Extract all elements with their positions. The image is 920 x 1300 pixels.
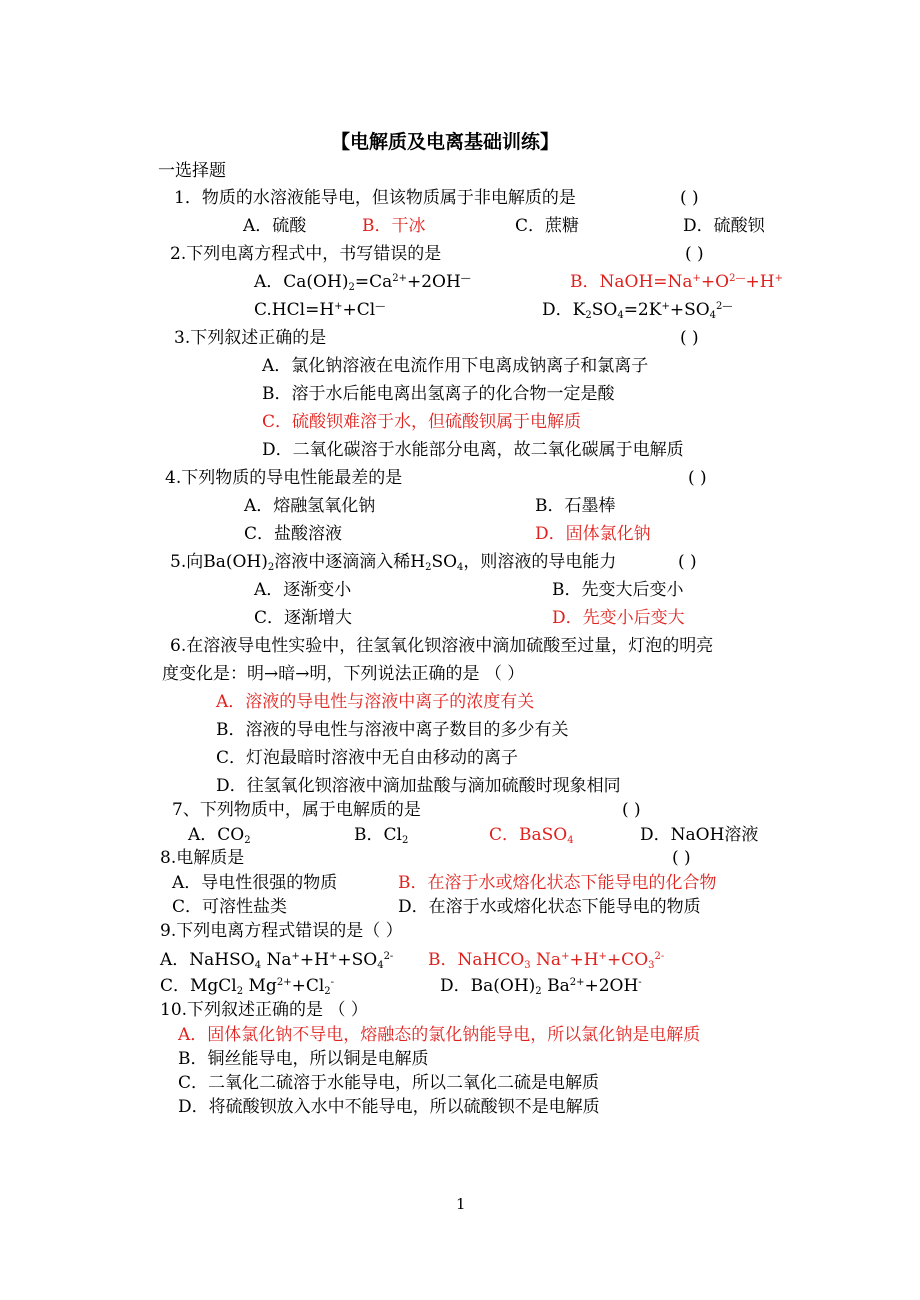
question-stem: 2.下列电离方程式中，书写错误的是 xyxy=(170,244,442,264)
question-stem: 10.下列叙述正确的是 （ ） xyxy=(160,1000,368,1020)
option-a: A．熔融氢氧化钠 xyxy=(244,496,376,516)
option-d: D．NaOH溶液 xyxy=(640,825,759,845)
option-d: D．往氢氧化钡溶液中滴加盐酸与滴加硫酸时现象相同 xyxy=(216,776,621,796)
option-b-answer: B．$NaOH=Na^++O^{2—}+H^+$ xyxy=(570,272,783,292)
option-c-answer: C．硫酸钡难溶于水，但硫酸钡属于电解质 xyxy=(262,412,582,432)
option-a: A．$Ca(OH)_2=Ca^{2+}+2OH^—$ xyxy=(254,272,471,293)
option-d-answer: D．固体氯化钠 xyxy=(535,524,651,544)
option-a: A．$CO_2$ xyxy=(188,825,251,846)
option-c: C．盐酸溶液 xyxy=(244,524,343,544)
question-stem-line-1: 6.在溶液导电性实验中，往氢氧化钡溶液中滴加硫酸至过量，灯泡的明亮 xyxy=(170,636,714,656)
option-c: C．MgCl$_2$ $Mg^{2+}+Cl_2^-$ xyxy=(160,976,335,997)
option-a: A．逐渐变小 xyxy=(254,580,352,600)
option-c: C．二氧化二硫溶于水能导电，所以二氧化二硫是电解质 xyxy=(178,1073,600,1093)
answer-paren: ( ) xyxy=(688,468,707,488)
option-b: B．铜丝能导电，所以铜是电解质 xyxy=(178,1049,429,1069)
option-b-answer: B．NaHCO$_3$ $Na^++H^++CO_3^{2-}$ xyxy=(428,950,665,971)
option-c: C．逐渐增大 xyxy=(254,608,353,628)
option-a: A．硫酸 xyxy=(243,216,307,236)
option-d: D．在溶于水或熔化状态下能导电的物质 xyxy=(398,897,701,917)
question-stem: 8.电解质是 xyxy=(160,848,245,868)
option-a: A．导电性很强的物质 xyxy=(172,873,338,893)
answer-paren: ( ) xyxy=(622,800,641,820)
option-a: A．氯化钠溶液在电流作用下电离成钠离子和氯离子 xyxy=(262,356,649,376)
page-number: 1 xyxy=(456,1195,466,1213)
page-title: 【电解质及电离基础训练】 xyxy=(331,131,560,153)
option-c: C．蔗糖 xyxy=(515,216,580,236)
question-stem: 7、下列物质中，属于电解质的是 xyxy=(172,800,421,820)
option-c: C.HCl=H++Cl— xyxy=(254,300,386,320)
section-heading: 一选择题 xyxy=(158,161,226,181)
option-b: B．石墨棒 xyxy=(535,496,616,516)
question-stem: 4.下列物质的导电性能最差的是 xyxy=(165,468,403,488)
answer-paren: ( ) xyxy=(678,552,697,572)
option-d: D．二氧化碳溶于水能部分电离，故二氧化碳属于电解质 xyxy=(262,440,684,460)
option-b: B．溶液的导电性与溶液中离子数目的多少有关 xyxy=(216,720,569,740)
option-b-answer: B．在溶于水或熔化状态下能导电的化合物 xyxy=(398,873,717,893)
option-b: B．溶于水后能电离出氢离子的化合物一定是酸 xyxy=(262,384,615,404)
question-stem: 1．物质的水溶液能导电，但该物质属于非电解质的是 xyxy=(174,188,576,208)
question-stem: 9.下列电离方程式错误的是（ ） xyxy=(160,921,403,941)
option-d: D．$Ba(OH)_2$ $Ba^{2+}+2OH^-$ xyxy=(440,976,642,997)
question-stem-line-2: 度变化是：明→暗→明，下列说法正确的是 （ ） xyxy=(162,664,525,684)
answer-paren: ( ) xyxy=(685,244,704,264)
option-d: D．将硫酸钡放入水中不能导电，所以硫酸钡不是电解质 xyxy=(178,1097,600,1117)
option-b: B．先变大后变小 xyxy=(552,580,684,600)
answer-paren: ( ) xyxy=(672,848,691,868)
option-b-answer: B．干冰 xyxy=(362,216,426,236)
option-a: A．NaHSO$_4$ $Na^++H^++SO_4^{2-}$ xyxy=(160,950,394,971)
question-stem: 5.向$Ba(OH)_2$溶液中逐滴滴入稀$H_2SO_4$，则溶液的导电能力 xyxy=(170,552,617,573)
option-c-answer: C．BaSO$_4$ xyxy=(489,825,574,846)
question-stem: 3.下列叙述正确的是 xyxy=(174,328,327,348)
option-c: C．灯泡最暗时溶液中无自由移动的离子 xyxy=(216,748,519,768)
option-b: B．$Cl_2$ xyxy=(354,825,409,846)
option-d-answer: D．先变小后变大 xyxy=(552,608,685,628)
option-c: C．可溶性盐类 xyxy=(172,897,288,917)
option-d: D．$K_2SO_4=2K^++SO_4^{2—}$ xyxy=(542,300,733,321)
option-a-answer: A．溶液的导电性与溶液中离子的浓度有关 xyxy=(216,692,535,712)
answer-paren: ( ) xyxy=(680,328,699,348)
option-a-answer: A．固体氯化钠不导电，熔融态的氯化钠能导电，所以氯化钠是电解质 xyxy=(178,1025,701,1045)
option-d: D．硫酸钡 xyxy=(683,216,765,236)
answer-paren: ( ) xyxy=(680,188,699,208)
